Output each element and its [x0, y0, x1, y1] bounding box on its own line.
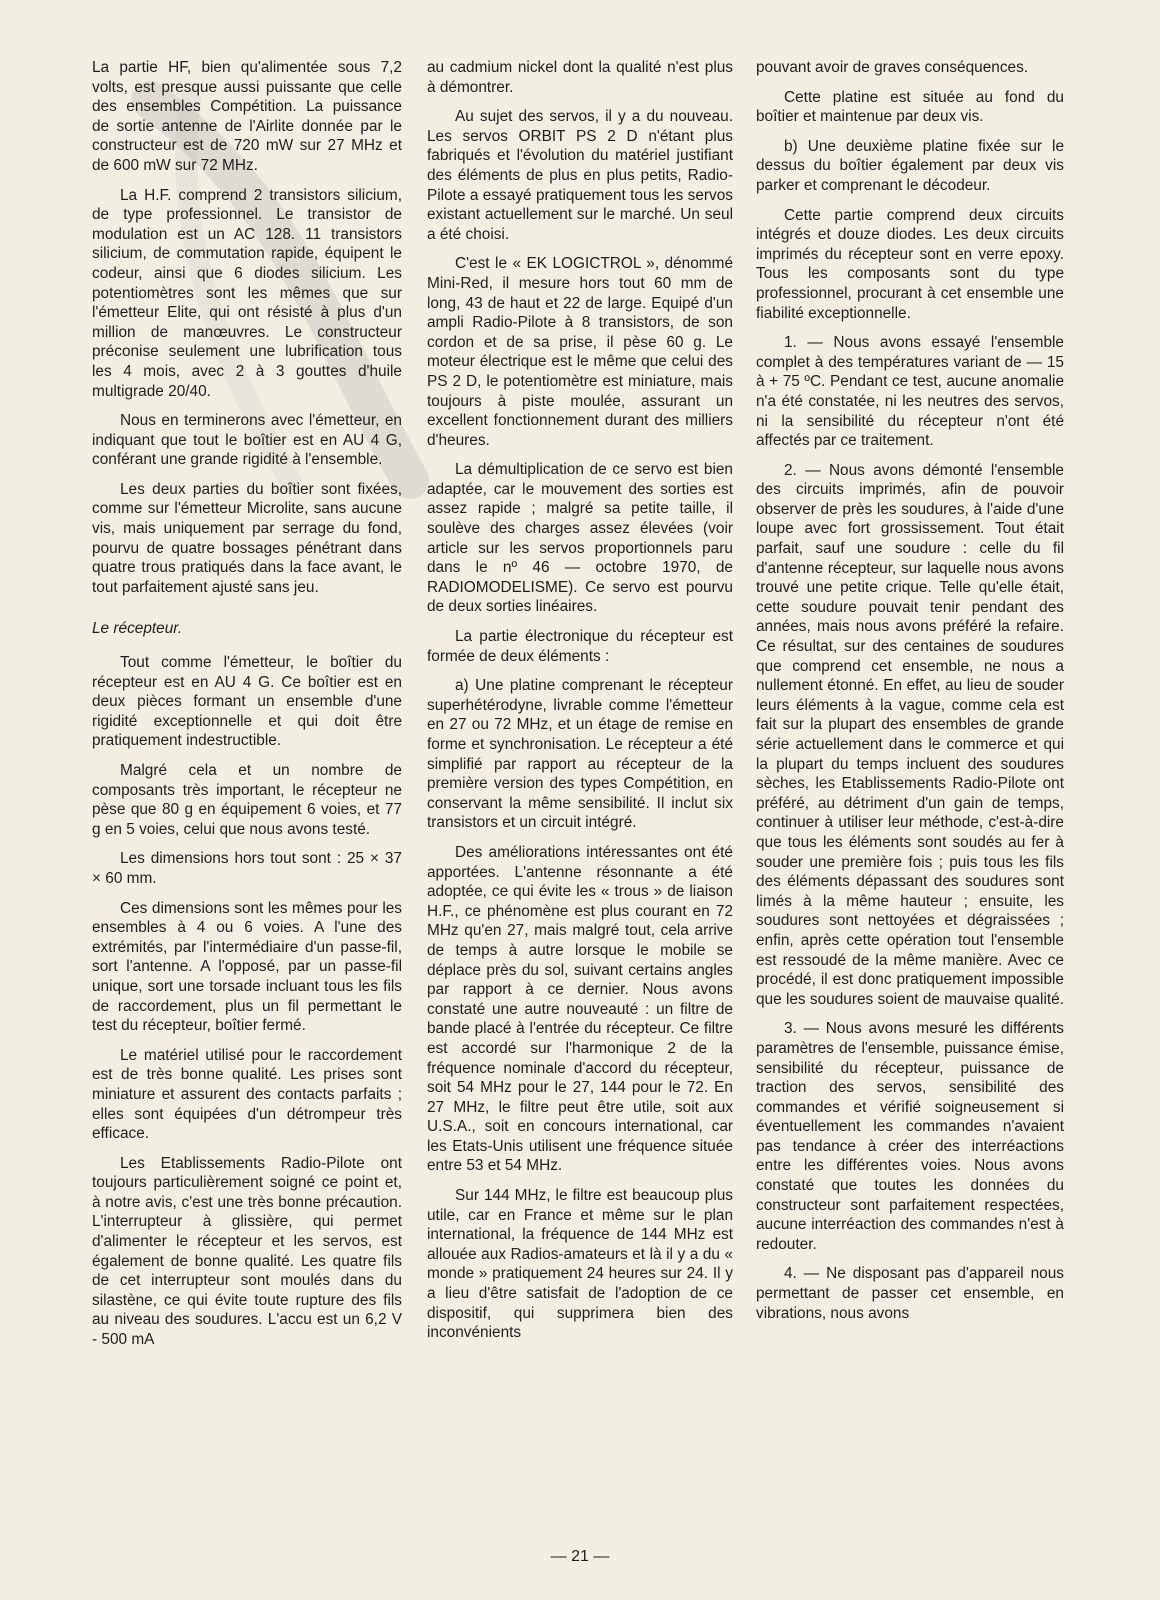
paragraph: La H.F. comprend 2 transistors silicium, de type professionnel. Le transistor de modulation est un AC 128. 11 transistors silicium, de commutation rapide, équipent le codeur, ainsi que 6 diodes silicium. Les potentiomètres sont les mêmes que sur l'émetteur Elite, qui ont résisté à plus d'un million de manœuvres. Le constructeur préconise seulement une lubrification tous les 4 mois, avec 2 à 3 gouttes d'huile multigrade 20/40. — [92, 186, 402, 400]
paragraph: 3. — Nous avons mesuré les différents paramètres de l'ensemble, puissance émise, sensibilité du récepteur, puissance de traction des servos, sensibilité des commandes et vérifié soigneusement si éventuellement les commandes n'avaient pas tendance à créer des interréactions entre les différentes voies. Nous avons constaté que toutes les données du constructeur sont parfaitement respectées, aucune interréaction des commandes n'est à redouter. — [756, 1020, 1064, 1253]
column-right — [756, 58, 1064, 1323]
paragraph: Au sujet des servos, il y a du nouveau. Les servos ORBIT PS 2 D n'étant plus fabriqués et l'évolution du matériel justifiant des éléments de plus en plus petits, Radio-Pilote a essayé pratiquement tous les servos existant actuellement sur le marché. Un seul a été choisi. — [427, 108, 733, 243]
paragraph: Sur 144 MHz, le filtre est beaucoup plus utile, car en France et même sur le plan international, la fréquence de 144 MHz est allouée aux Radios-amateurs et là il y a du « monde » pratiquement 24 heures sur 24. Il y a lieu d'être satisfait de l'adoption de ce dispositif, qui supprimera bien des inconvénients — [427, 1187, 733, 1342]
paragraph: au cadmium nickel dont la qualité n'est plus à démontrer. — [427, 59, 733, 96]
paragraph: pouvant avoir de graves conséquences. — [756, 59, 1029, 76]
paragraph: Les dimensions hors tout sont : 25 × 37 × 60 mm. — [92, 850, 402, 887]
paragraph: C'est le « EK LOGICTROL », dénommé Mini-Red, il mesure hors tout 60 mm de long, 43 de haut et 22 de large. Equipé d'un ampli Radio-Pilote à 8 transistors, de son cordon et de sa prise, il pèse 60 g. Le moteur électrique est le même que celui des PS 2 D, le potentiomètre est miniature, mais toujours à piste moulée, assurant un excellent fonctionnement durant des milliers d'heures. — [427, 255, 733, 449]
paragraph: Les Etablissements Radio-Pilote ont toujours particulièrement soigné ce point et, à notre avis, c'est une très bonne précaution. L'interrupteur à glissière, qui permet d'alimenter le récepteur et les servos, est également de bonne qualité. Les quatre fils de cet interrupteur sont moulés dans du silastène, ce qui évite toute rupture des fils au niveau des soudures. L'accu est un 6,2 V - 500 mA — [92, 1154, 402, 1349]
page-number: — 21 — — [550, 1548, 610, 1565]
paragraph: Cette platine est située au fond du boîtier et maintenue par deux vis. — [756, 88, 1064, 126]
paragraph: Malgré cela et un nombre de composants très important, le récepteur ne pèse que 80 g en équipement 6 voies, et 77 g en 5 voies, celui que nous avons testé. — [92, 762, 402, 838]
paragraph: Des améliorations intéressantes ont été apportées. L'antenne résonnante a été adoptée, ce qui évite les « trous » de liaison H.F., ce phénomène est plus courant en 72 MHz qu'en 27, mais malgré tout, cela arrive de temps à autre lorsque le mobile se déplace près du sol, suivant certains angles par rapport à ce dernier. Nous avons constaté une autre nouveauté : un filtre de bande placé à l'entrée du récepteur. Ce filtre est accordé sur l'harmonique 2 de la fréquence nominale d'accord du récepteur, soit 54 MHz pour le 27, 144 pour le 72. En 27 MHz, le filtre peut être utile, soit aux U.S.A., soit en concours international, car les Etats-Unis utilisent une fréquence située entre 53 et 54 MHz. — [427, 843, 733, 1175]
paragraph: Tout comme l'émetteur, le boîtier du récepteur est en AU 4 G. Ce boîtier est en deux pièces formant un ensemble d'une rigidité exceptionnelle et qui doit être pratiquement indestructible. — [92, 654, 402, 750]
paragraph: Ces dimensions sont les mêmes pour les ensembles à 4 ou 6 voies. A l'une des extrémités, par l'intermédiaire d'un passe-fil, sort l'antenne. A l'opposé, par un passe-fil unique, sort une torsade incluant tous les fils de raccordement, plus un fil permettant le test du récepteur, boîtier fermé. — [92, 899, 402, 1035]
paragraph: 4. — Ne disposant pas d'appareil nous permettant de passer cet ensemble, en vibrations, nous avons — [756, 1265, 1064, 1322]
section-heading: Le récepteur. — [92, 620, 183, 638]
paragraph: Les deux parties du boîtier sont fixées, comme sur l'émetteur Microlite, sans aucune vis, mais uniquement par serrage du fond, pourvu de quatre bossages pénétrant dans quatre trous pratiqués dans la face avant, le tout parfaitement ajusté sans jeu. — [92, 480, 402, 596]
paragraph: a) Une platine comprenant le récepteur superhétérodyne, livrable comme l'émetteur en 27 ou 72 MHz, et un étage de remise en forme et synchronisation. Le récepteur a été simplifié par rapport au récepteur de la première version des types Compétition, en conservant la même sensibilité. Il inclut six transistors et un circuit intégré. — [427, 677, 733, 832]
paragraph: La partie HF, bien qu'alimentée sous 7,2 volts, est presque aussi puissante que celle des ensembles Compétition. La puissance de sortie antenne de l'Airlite donnée par le constructeur est de 720 mW sur 27 MHz et de 600 mW sur 72 MHz. — [92, 59, 402, 174]
paragraph: Le matériel utilisé pour le raccordement est de très bonne qualité. Les prises sont miniature et assurent des contacts parfaits ; elles sont équipées d'un détrompeur très efficace. — [92, 1046, 402, 1143]
column-left — [92, 58, 402, 1350]
paragraph: Cette partie comprend deux circuits intégrés et douze diodes. Les deux circuits imprimés du récepteur sont en verre epoxy. Tous les composants sont du type professionnel, procurant à cet ensemble une fiabilité exceptionnelle. — [756, 206, 1064, 322]
paragraph: La partie électronique du récepteur est formée de deux éléments : — [427, 628, 733, 665]
paragraph: La démultiplication de ce servo est bien adaptée, car le mouvement des sorties est assez rapide ; malgré sa petite taille, il soulève des charges assez élevées (voir article sur les servos proportionnels paru dans le nº 46 — octobre 1970, de RADIOMODELISME). Ce servo est pourvu de deux sorties linéaires. — [427, 461, 733, 616]
column-middle — [427, 58, 733, 1343]
paragraph: b) Une deuxième platine fixée sur le dessus du boîtier également par deux vis parker et comprenant le décodeur. — [756, 137, 1064, 194]
paragraph: 2. — Nous avons démonté l'ensemble des circuits imprimés, afin de pouvoir observer de près les soudures, à l'aide d'une loupe avec fort grossissement. Tout était parfait, sauf une soudure : celle du fil d'antenne récepteur, sur laquelle nous avons trouvé une petite crique. Telle qu'elle était, cette soudure pouvait tenir pendant des années, mais nous avons préféré la refaire. Ce résultat, sur des centaines de soudures que comprend cet ensemble, ne nous a nullement étonné. En effet, au lieu de souder leurs éléments à la vague, comme cela est fait sur la plupart des ensembles de grande série actuellement dans le commerce et qui la plupart du temps incluent des soudures sèches, les Etablissements Radio-Pilote ont préféré, au détriment d'un gain de temps, continuer à utiliser leur méthode, c'est-à-dire que tous les éléments sont soudés au fer à souder une première fois ; puis tous les fils des éléments dépassant des soudures sont limés à la même hauteur ; ensuite, les soudures sont nettoyées et dégraissées ; enfin, après cette opération tout l'ensemble est ressoudé de la même manière. Avec ce procédé, il est donc pratiquement impossible que les soudures soient de mauvaise qualité. — [756, 461, 1065, 1008]
paragraph: Nous en terminerons avec l'émetteur, en indiquant que tout le boîtier est en AU 4 G, conférant une grande rigidité à l'ensemble. — [92, 412, 402, 469]
paragraph: 1. — Nous avons essayé l'ensemble complet à des températures variant de — 15 à + 75 ºC. Pendant ce test, aucune anomalie n'a été constatée, ni les neutres des servos, ni la sensibilité du récepteur n'ont été affectés par ce traitement. — [756, 334, 1064, 450]
